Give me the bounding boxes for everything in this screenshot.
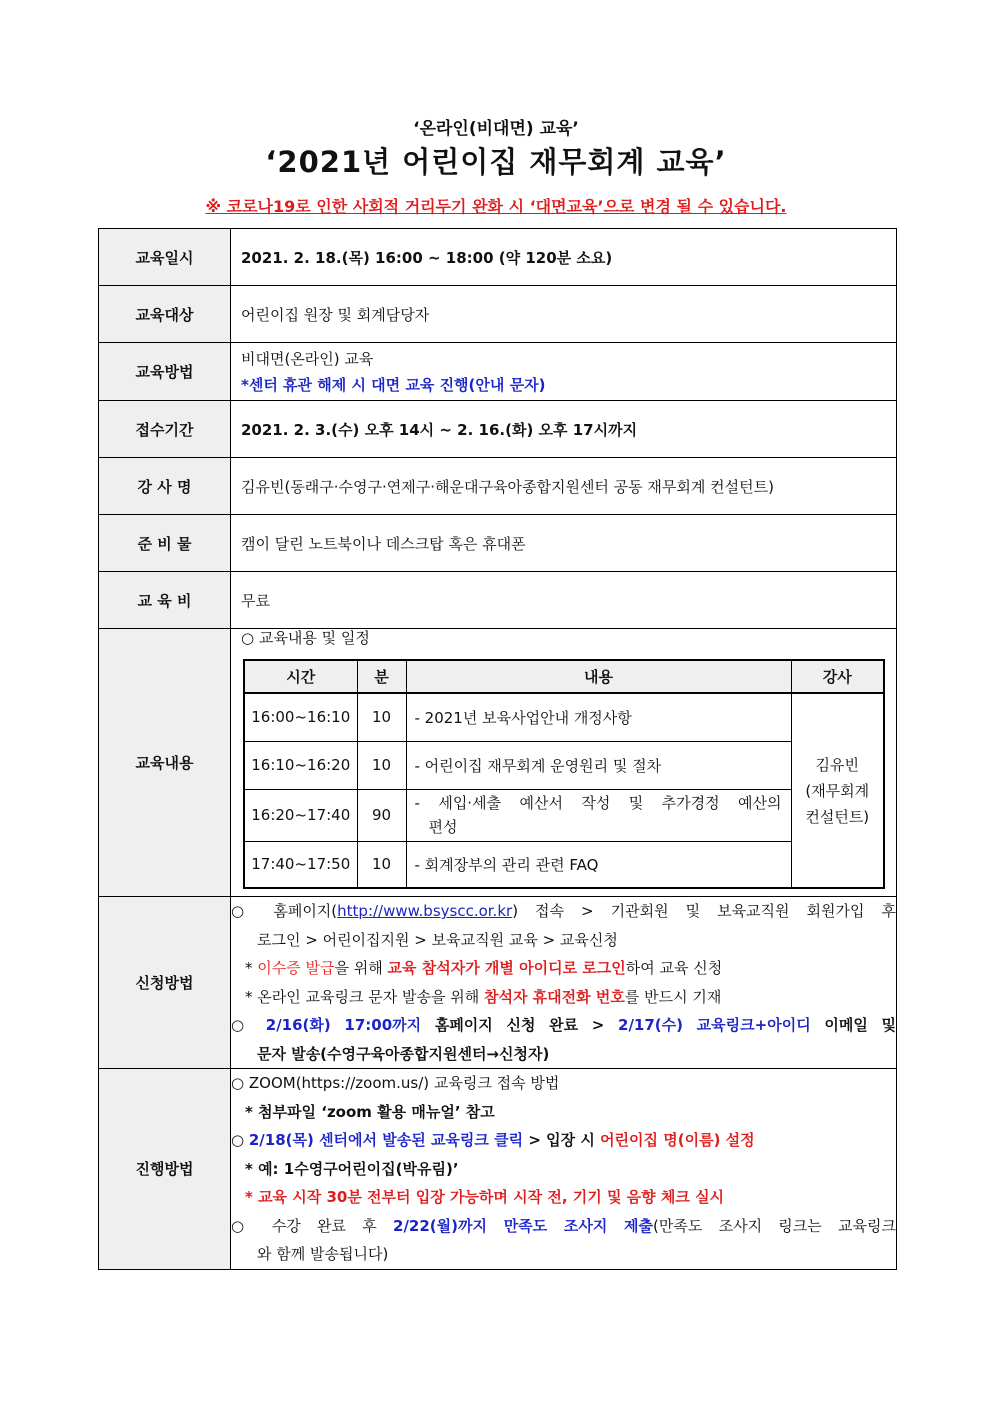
row-target: [99, 286, 897, 343]
schedule-row: [244, 841, 884, 888]
content-cell: [231, 629, 897, 897]
schedule-min: 10: [357, 693, 406, 741]
schedule-row: [244, 789, 884, 841]
schedule-time: 16:10~16:20: [244, 741, 357, 789]
method-line1: 비대면(온라인) 교육: [241, 349, 374, 368]
proceed-line5: * 교육 시작 30분 전부터 입장 가능하며 시작 전, 기기 및 음향 체크 실시: [245, 1188, 725, 1206]
apply-cell: [231, 897, 897, 1069]
row-date: [99, 229, 897, 286]
schedule-row: [244, 693, 884, 741]
content-label: 교육내용: [99, 629, 231, 897]
col-time: 시간: [244, 660, 357, 693]
schedule-min: 10: [357, 841, 406, 888]
apply-line3: * 이수증 발급을 위해 교육 참석자가 개별 아이디로 로그인하여 교육 신청: [245, 959, 723, 977]
proceed-line6: ○ 수강 완료 후 2/22(월)까지 만족도 조사지 제출(만족도 조사지 링크는 교육링크: [231, 1216, 896, 1235]
proceed-line3: ○ 2/18(목) 센터에서 발송된 교육링크 클릭 > 입장 시 어린이집 명(이름) 설정: [231, 1131, 755, 1149]
covid-notice: ※ 코로나19로 인한 사회적 거리두기 완화 시 ‘대면교육’으로 변경 될 수 있습니다.: [205, 197, 787, 216]
page-title: ‘2021년 어린이집 재무회계 교육’: [265, 145, 727, 179]
prep-value: 캠이 달린 노트북이나 데스크탑 혹은 휴대폰: [231, 515, 897, 572]
proceed-line1: ○ ZOOM(https://zoom.us/) 교육링크 접속 방법: [231, 1074, 560, 1092]
col-min: 분: [357, 660, 406, 693]
col-instructor: 강사: [791, 660, 884, 693]
schedule-table: [243, 659, 885, 889]
fee-label: 교 육 비: [99, 572, 231, 629]
target-label: 교육대상: [99, 286, 231, 343]
instructor-role2: 컨설턴트): [805, 807, 870, 826]
schedule-row: [244, 741, 884, 789]
date-label: 교육일시: [99, 229, 231, 286]
period-value: 2021. 2. 3.(수) 오후 14시 ~ 2. 16.(화) 오후 17시까지: [231, 401, 897, 458]
schedule-desc: - 어린이집 재무회계 운영원리 및 절차: [406, 741, 791, 789]
method-value: [231, 343, 897, 401]
period-label: 접수기간: [99, 401, 231, 458]
schedule-desc: - 회계장부의 관리 관련 FAQ: [406, 841, 791, 888]
proceed-cell: [231, 1069, 897, 1270]
schedule-time: 16:00~16:10: [244, 693, 357, 741]
row-content: [99, 629, 897, 897]
proceed-line4: * 예: 1수영구어린이집(박유림)’: [245, 1159, 459, 1178]
schedule-time: 17:40~17:50: [244, 841, 357, 888]
apply-line6: 문자 발송(수영구육아종합지원센터→신청자): [257, 1044, 550, 1063]
row-prep: [99, 515, 897, 572]
row-fee: [99, 572, 897, 629]
row-proceed: [99, 1069, 897, 1270]
schedule-instructor: [791, 693, 884, 888]
page-subtitle: ‘온라인(비대면) 교육’: [413, 119, 579, 139]
schedule-desc: - 2021년 보육사업안내 개정사항: [406, 693, 791, 741]
schedule-desc-line2: 편성: [428, 818, 458, 836]
target-value: 어린이집 원장 및 회계담당자: [231, 286, 897, 343]
lecturer-value: 김유빈(동래구·수영구·연제구·해운대구육아종합지원센터 공동 재무회계 컨설턴트): [231, 458, 897, 515]
row-apply: [99, 897, 897, 1069]
content-heading: ○ 교육내용 및 일정: [241, 629, 370, 647]
schedule-desc-line1: - 세입·세출 예산서 작성 및 추가경정 예산의: [414, 794, 782, 812]
row-lecturer: [99, 458, 897, 515]
instructor-name: 김유빈: [815, 755, 859, 774]
method-line2: *센터 휴관 해제 시 대면 교육 진행(안내 문자): [241, 375, 546, 394]
prep-label: 준 비 물: [99, 515, 231, 572]
schedule-desc: [406, 789, 791, 841]
homepage-link[interactable]: http://www.bsyscc.or.kr: [337, 902, 513, 920]
lecturer-label: 강 사 명: [99, 458, 231, 515]
proceed-label: 진행방법: [99, 1069, 231, 1270]
apply-label: 신청방법: [99, 897, 231, 1069]
apply-line5: ○ 2/16(화) 17:00까지 홈페이지 신청 완료 > 2/17(수) 교육링크+아이디 이메일 및: [231, 1016, 896, 1034]
schedule-min: 10: [357, 741, 406, 789]
info-table: [98, 228, 897, 1270]
method-label: 교육방법: [99, 343, 231, 401]
row-period: [99, 401, 897, 458]
instructor-role1: (재무회계: [805, 781, 870, 800]
schedule-min: 90: [357, 789, 406, 841]
schedule-time: 16:20~17:40: [244, 789, 357, 841]
proceed-line7: 와 함께 발송됩니다): [257, 1245, 389, 1263]
proceed-line2: * 첨부파일 ‘zoom 활용 매뉴얼’ 참고: [245, 1102, 495, 1121]
apply-line4: * 온라인 교육링크 문자 발송을 위해 참석자 휴대전화 번호를 반드시 기재: [245, 987, 722, 1006]
date-value: 2021. 2. 18.(목) 16:00 ~ 18:00 (약 120분 소요): [231, 229, 897, 286]
schedule-header: [244, 660, 884, 693]
col-desc: 내용: [406, 660, 791, 693]
row-method: [99, 343, 897, 401]
apply-line1: ○ 홈페이지(http://www.bsyscc.or.kr) 접속 > 기관회원 및 보육교직원 회원가입 후: [231, 902, 896, 920]
apply-line2: 로그인 > 어린이집지원 > 보육교직원 교육 > 교육신청: [257, 930, 618, 949]
fee-value: 무료: [231, 572, 897, 629]
